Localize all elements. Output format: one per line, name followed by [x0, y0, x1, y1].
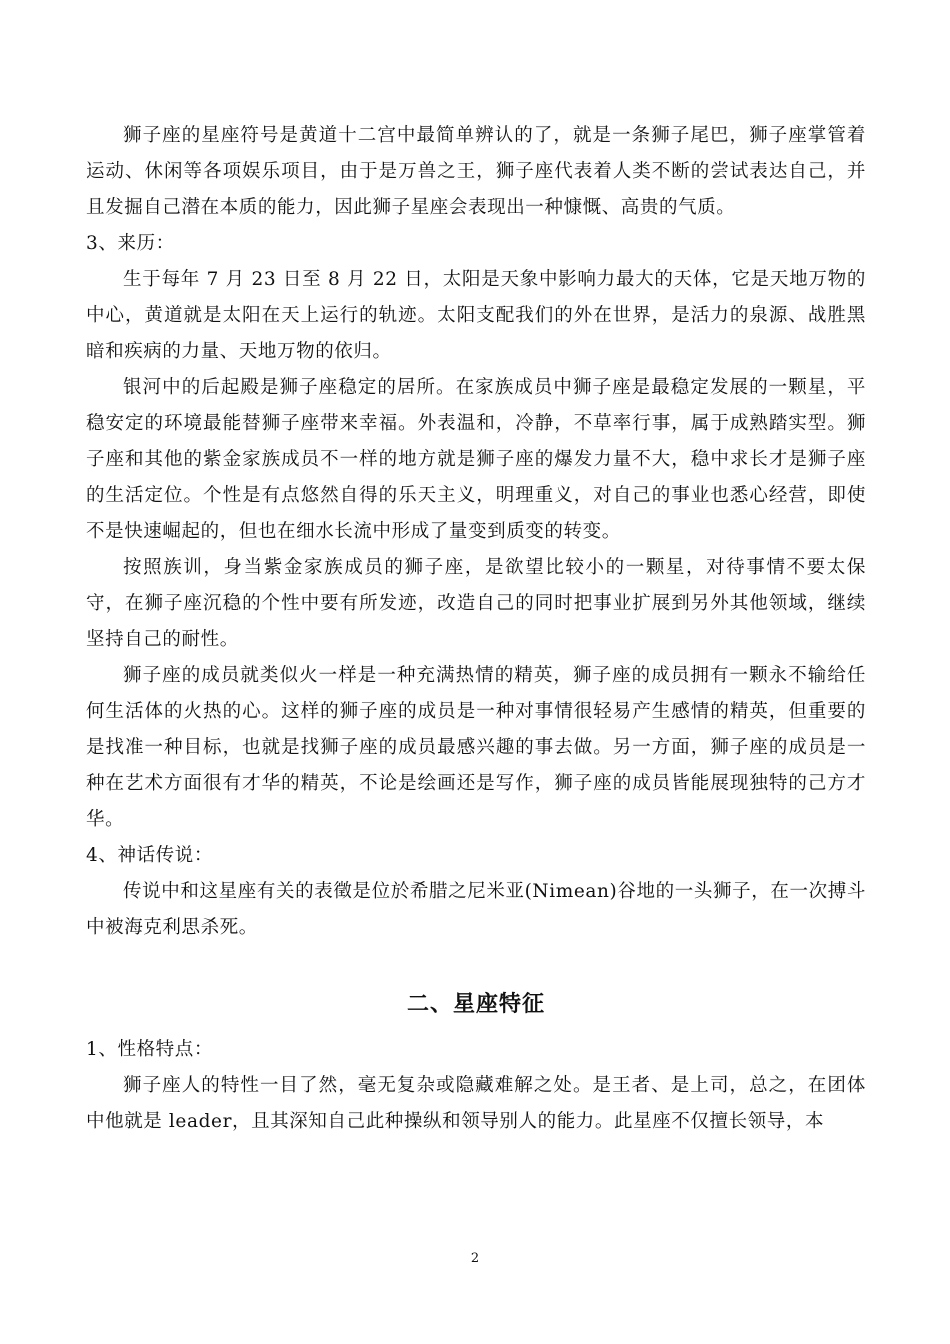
section-title: 二、星座特征: [406, 991, 545, 1017]
paragraph-personality: 狮子座人的特性一目了然，毫无复杂或隐藏难解之处。是王者、是上司，总之，在团体中他就是 leader，且其深知自己此种操纵和领导别人的能力。此星座不仅擅长领导，本: [86, 1075, 866, 1132]
paragraph-birth-dates: 生于每年 7 月 23 日至 8 月 22 日，太阳是天象中影响力最大的天体，它是天地万物的中心，黄道就是太阳在天上运行的轨迹。太阳支配我们的外在世界，是活力的泉源、战胜黑暗和疾病的力量、天地万物的依归。: [86, 269, 866, 362]
paragraph-fire-elite: 狮子座的成员就类似火一样是一种充满热情的精英，狮子座的成员拥有一颗永不输给任何生活体的火热的心。这样的狮子座的成员是一种对事情很轻易产生感情的精英，但重要的是找准一种目标，也就是找狮子座的成员最感兴趣的事去做。另一方面，狮子座的成员是一种在艺术方面很有才华的精英，不论是绘画还是写作，狮子座的成员皆能展现独特的己方才华。: [86, 665, 866, 830]
paragraph-legend: 传说中和这星座有关的表徵是位於希腊之尼米亚(Nimean)谷地的一头狮子，在一次搏斗中被海克利思杀死。: [86, 881, 866, 938]
document-body: [86, 118, 866, 1140]
paragraph-galaxy-residence: 银河中的后起殿是狮子座稳定的居所。在家族成员中狮子座是最稳定发展的一颗星，平稳安定的环境最能替狮子座带来幸福。外表温和，冷静，不草率行事，属于成熟踏实型。狮子座和其他的紫金家族成员不一样的地方就是狮子座的爆发力量不大，稳中求长才是狮子座的生活定位。个性是有点悠然自得的乐天主义，明理重义，对自己的事业也悉心经营，即使不是快速崛起的，但也在细水长流中形成了量变到质变的转变。: [86, 377, 866, 542]
subheading-myth: 4、神话传说：: [86, 845, 213, 866]
subheading-origin: 3、来历：: [86, 233, 175, 254]
paragraph-symbol: 狮子座的星座符号是黄道十二宫中最简单辨认的了，就是一条狮子尾巴，狮子座掌管着运动、休闲等各项娱乐项目，由于是万兽之王，狮子座代表着人类不断的尝试表达自己，并且发掘自己潜在本质的能力，因此狮子星座会表现出一种慷慨、高贵的气质。: [86, 125, 866, 218]
subheading-personality: 1、性格特点：: [86, 1039, 213, 1060]
paragraph-family-motto: 按照族训，身当紫金家族成员的狮子座，是欲望比较小的一颗星，对待事情不要太保守，在狮子座沉稳的个性中要有所发迹，改造自己的同时把事业扩展到另外其他领域，继续坚持自己的耐性。: [86, 557, 866, 650]
page-number: 2: [470, 1251, 480, 1266]
